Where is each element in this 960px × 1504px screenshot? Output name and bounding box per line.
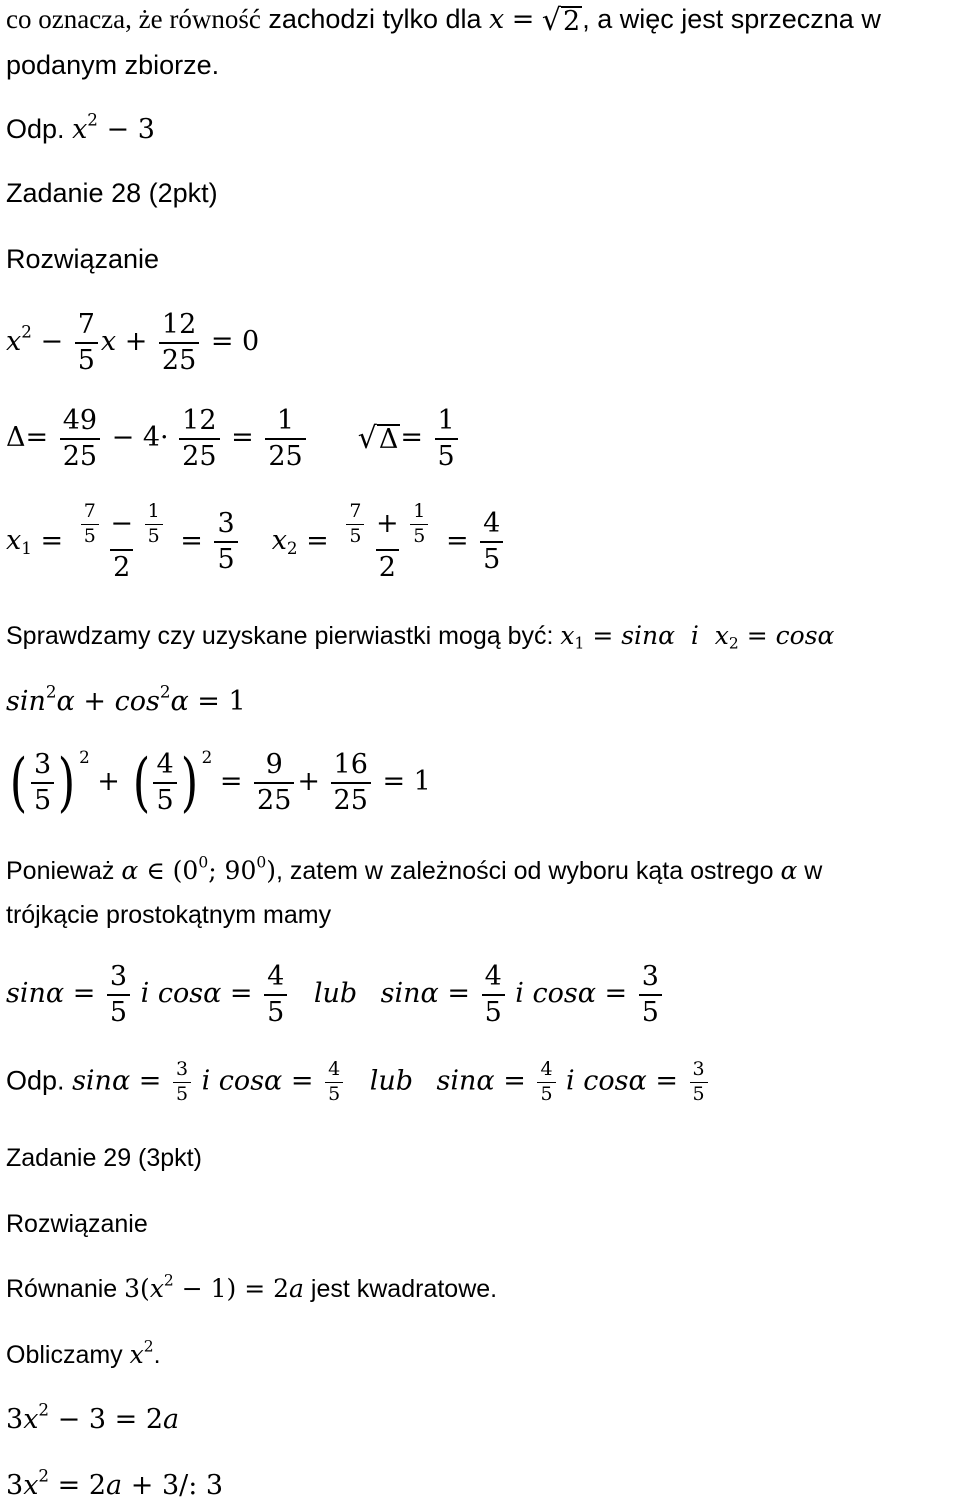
task-28-title: Zadanie 28 (2pkt) — [6, 178, 218, 208]
triangle-line: trójkącie prostokątnym mamy — [6, 901, 332, 929]
equation-step-2: $3x^2 = 2a + 3/$: 3 — [6, 1465, 224, 1501]
equation-statement: Równanie $3(x^2 - 1) = 2a$ jest kwadratowe. — [6, 1271, 498, 1303]
answer-label: Odp. — [6, 114, 65, 144]
math-x: x — [489, 4, 505, 36]
compute-line: Obliczamy $x^2$. — [6, 1337, 161, 1369]
angle-range-line: Ponieważ α ∈ ($0^0$; $90^0$), zatem w zależności od wyboru kąta ostrego α w — [6, 853, 823, 885]
math-eq: = — [511, 4, 535, 36]
pythagorean-identity: $\sin^2\alpha + \cos^2\alpha = 1$ — [6, 681, 246, 717]
equation-roots: $x_1$ = $\frac{7}{5}$ − $\frac{1}{5}$ 2 = $\frac{3}{5}$ $x_2$ = $\frac{7}{5}$ + $\frac{1}{5}$ 2 = $\frac{4}{5}$ — [6, 500, 506, 584]
intro-line-2: podanym zbiorze. — [6, 50, 220, 80]
identity-check: ( $\frac{3}{5}$ ) $^2$ + ( $\frac{4}{5}$ ) $^2$ = $\frac{9}{25}$ + $\frac{16}{25}$ = 1 — [9, 745, 431, 820]
sqrt-2: √ 2 — [541, 3, 581, 38]
math-expr: − 3 — [97, 114, 155, 145]
task-28-solution: Rozwiązanie — [6, 244, 160, 274]
check-line: Sprawdzamy czy uzyskane pierwiastki mogą być: $x_1 = \sin\alpha$ i $x_2 = \cos\alpha$ — [6, 621, 835, 653]
sin-cos-values: sinα = $\frac{3}{5}$ i cosα = $\frac{4}{5}$ lub sinα = $\frac{4}{5}$ i cosα = $\frac{3}{5}$ — [6, 960, 665, 1030]
task-29-solution: Rozwiązanie — [6, 1210, 148, 1238]
math-expr: $x^2$ — [72, 109, 98, 145]
intro-line-1 — [6, 3, 881, 38]
equation-delta: Δ= $\frac{49}{25}$ − 4· $\frac{12}{25}$ = $\frac{1}{25}$ √ Δ = $\frac{1}{5}$ — [6, 404, 461, 474]
text-fragment: co oznacza, że równość — [6, 4, 261, 35]
answer-27 — [6, 109, 155, 145]
text-fragment: , a więc jest sprzeczna w — [582, 4, 881, 35]
task-29-title: Zadanie 29 (3pkt) — [6, 1144, 202, 1172]
equation-quadratic: $x^2$ − $\frac{7}{5}$ x + $\frac{12}{25}$ = 0 — [6, 309, 260, 376]
equation-step-1: $3x^2 - 3 = 2a$ — [6, 1399, 180, 1435]
answer-28: Odp. sinα = $\frac{3}{5}$ i cosα = $\frac{4}{5}$ lub sinα = $\frac{4}{5}$ i cosα = $\frac{3}{5}$ — [6, 1058, 711, 1107]
text-fragment: zachodzi tylko dla — [268, 4, 482, 35]
